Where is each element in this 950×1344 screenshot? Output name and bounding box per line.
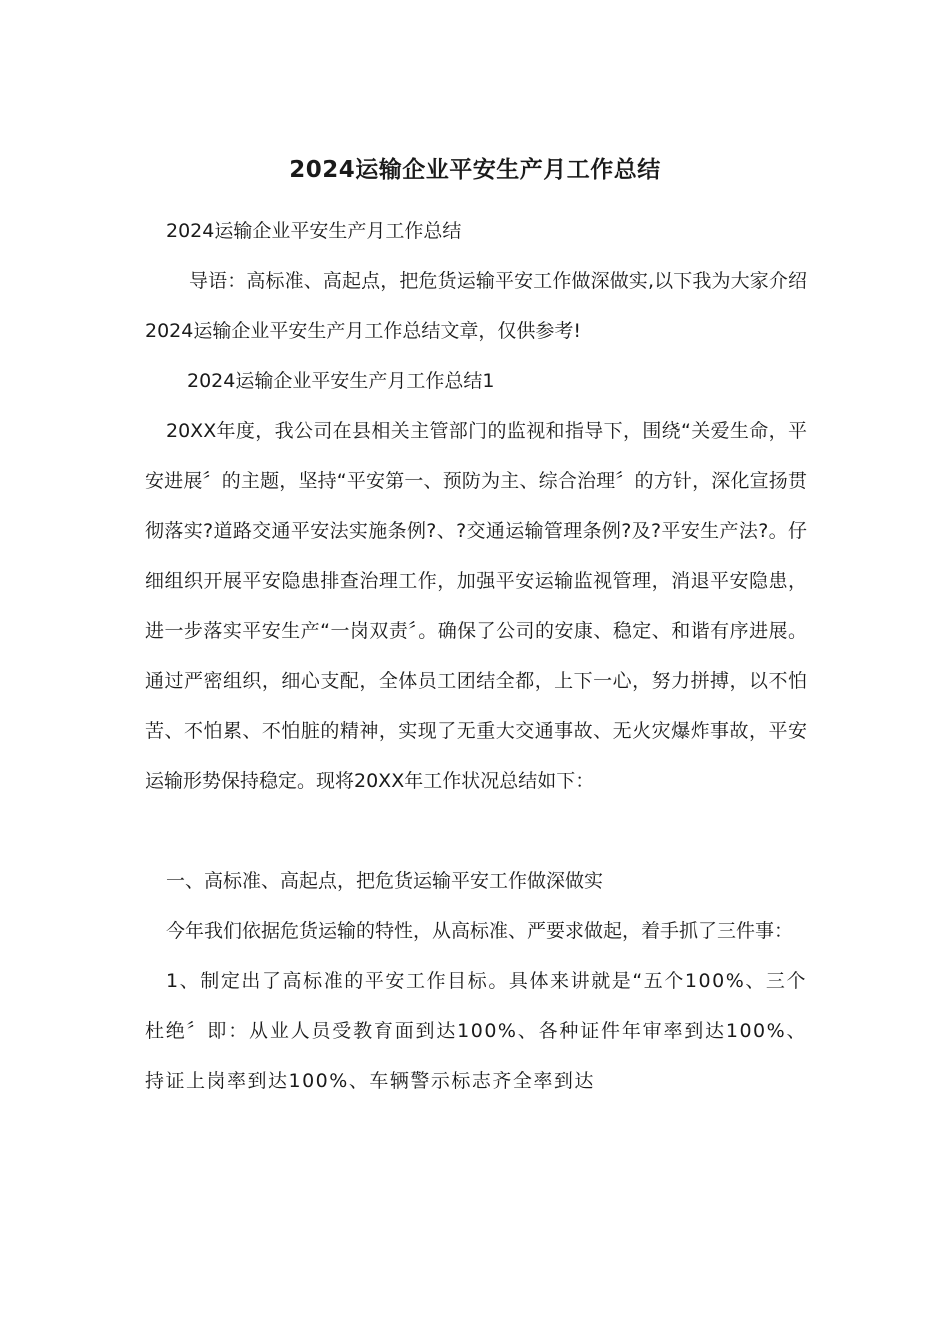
- document-body: [145, 206, 807, 1106]
- subtitle-paragraph: 2024运输企业平安生产月工作总结: [166, 220, 462, 242]
- paragraph-spacer: [145, 806, 807, 856]
- body-paragraph-goals: 1、制定出了高标准的平安工作目标。具体来讲就是“五个100%、三个杜绝〞即：从业人员受教育面到达100%、各种证件年审率到达100%、持证上岗率到达100%、车辆警示标志齐全率到达: [145, 970, 807, 1092]
- intro-paragraph: 导语：高标准、高起点，把危货运输平安工作做深做实,以下我为大家介绍2024运输企业平安生产月工作总结文章，仅供参考!: [145, 270, 807, 342]
- body-paragraph-overview: 20XX年度，我公司在县相关主管部门的监视和指导下，围绕“关爱生命，平安进展〞的主题，坚持“平安第一、预防为主、综合治理〞的方针，深化宣扬贯彻落实?道路交通平安法实施条例?、?交通运输管理条例?及?平安生产法?。仔细组织开展平安隐患排查治理工作，加强平安运输监视管理，消退平安隐患，进一步落实平安生产“一岗双责〞。确保了公司的安康、稳定、和谐有序进展。通过严密组织，细心支配，全体员工团结全都，上下一心，努力拼搏，以不怕苦、不怕累、不怕脏的精神，实现了无重大交通事故、无火灾爆炸事故，平安运输形势保持稳定。现将20XX年工作状况总结如下：: [145, 420, 807, 792]
- section-heading-one: 一、高标准、高起点，把危货运输平安工作做深做实: [166, 870, 604, 892]
- body-paragraph-three-things: 今年我们依据危货运输的特性，从高标准、严要求做起，着手抓了三件事：: [166, 920, 794, 942]
- document-title: 2024运输企业平安生产月工作总结: [289, 157, 661, 183]
- section-heading-1: 2024运输企业平安生产月工作总结1: [187, 370, 495, 392]
